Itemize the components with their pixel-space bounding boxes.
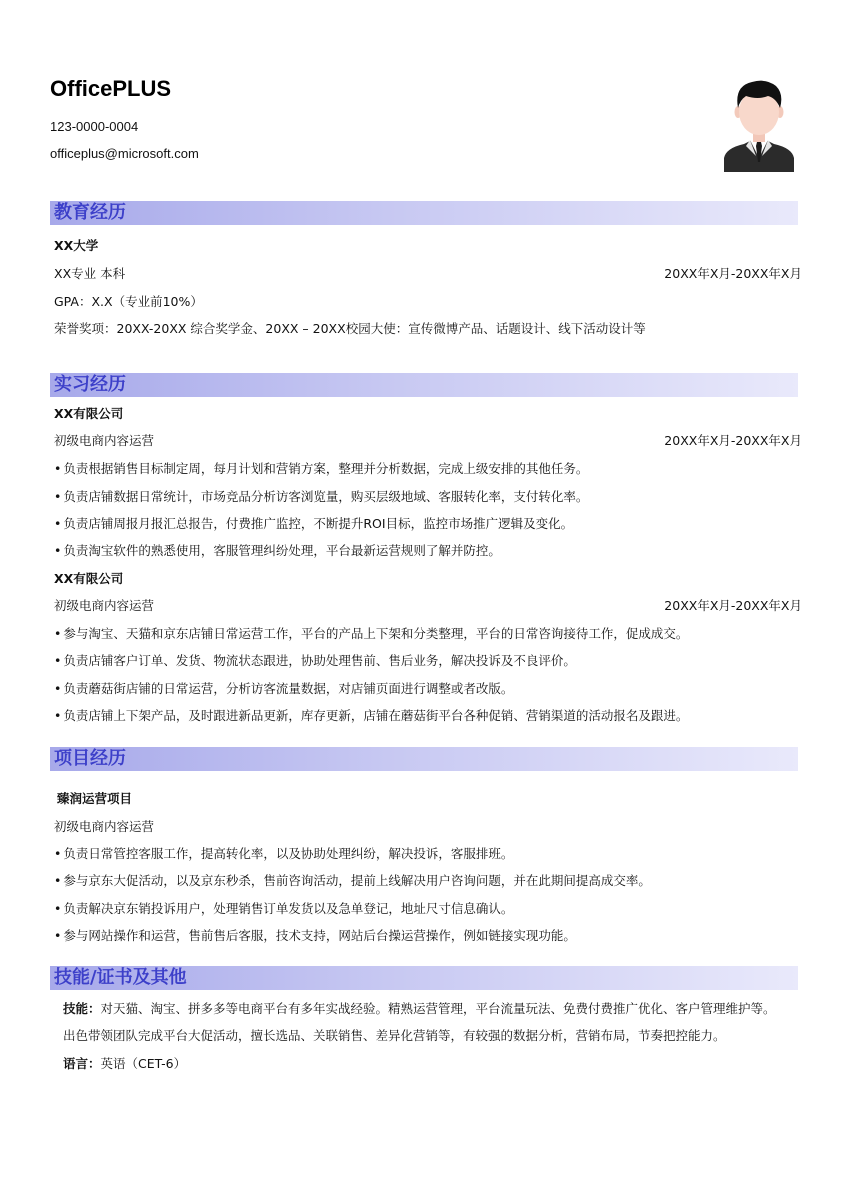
education-honors: 荣誉奖项：20XX-20XX 综合奖学金、20XX – 20XX校园大使：宣传微博产品、话题设计、线下活动设计等 xyxy=(54,321,646,336)
education-date: 20XX年X月-20XX年X月 xyxy=(664,266,802,281)
job-bullet: • 负责店铺客户订单、发货、物流状态跟进，协助处理售前、售后业务，解决投诉及不良评价。 xyxy=(54,653,576,669)
email-address: officeplus@microsoft.com xyxy=(50,146,199,161)
section-internship-header xyxy=(50,373,798,397)
job-date: 20XX年X月-20XX年X月 xyxy=(664,433,802,448)
job-bullet: • 负责店铺上下架产品，及时跟进新品更新，库存更新，店铺在蘑菇街平台各种促销、营销渠道的活动报名及跟进。 xyxy=(54,708,688,724)
job-role: 初级电商内容运营 xyxy=(54,598,155,613)
project-bullet: • 参与网站操作和运营，售前售后客服，技术支持，网站后台操运营操作，例如链接实现功能。 xyxy=(54,928,576,944)
job-bullet: • 负责根据销售目标制定周，每月计划和营销方案，整理并分析数据，完成上级安排的其他任务。 xyxy=(54,461,588,477)
job-company: XX有限公司 xyxy=(54,406,124,421)
job-company: XX有限公司 xyxy=(54,571,124,586)
avatar xyxy=(722,78,796,172)
job-bullet: • 负责蘑菇街店铺的日常运营，分析访客流量数据，对店铺页面进行调整或者改版。 xyxy=(54,681,513,697)
section-skills-title: 技能/证书及其他 xyxy=(54,967,187,988)
job-bullet: • 负责店铺周报月报汇总报告，付费推广监控，不断提升ROI目标，监控市场推广逻辑及变化。 xyxy=(54,516,573,532)
project-name: 臻润运营项目 xyxy=(57,791,133,806)
section-education-header xyxy=(50,201,798,225)
job-bullet: • 负责淘宝软件的熟悉使用，客服管理纠纷处理，平台最新运营规则了解并防控。 xyxy=(54,543,501,559)
resume-name: OfficePLUS xyxy=(50,76,172,101)
education-gpa: GPA：X.X（专业前10%） xyxy=(54,294,203,309)
project-bullet: • 参与京东大促活动，以及京东秒杀，售前咨询活动，提前上线解决用户咨询问题，并在此期间提高成交率。 xyxy=(54,873,651,889)
job-date: 20XX年X月-20XX年X月 xyxy=(664,598,802,613)
section-skills-header xyxy=(50,966,798,990)
phone-number: 123-0000-0004 xyxy=(50,119,139,134)
skills-text-continued: 出色带领团队完成平台大促活动，擅长选品、关联销售、差异化营销等，有较强的数据分析，营销布局，节奏把控能力。 xyxy=(63,1028,726,1043)
job-bullet: • 负责店铺数据日常统计，市场竞品分析访客浏览量，购买层级地域、客服转化率，支付转化率。 xyxy=(54,489,588,505)
section-projects-title: 项目经历 xyxy=(54,748,126,769)
language-label: 语言： xyxy=(63,1056,101,1071)
school-name: XX大学 xyxy=(54,238,99,253)
job-bullet: • 参与淘宝、天猫和京东店铺日常运营工作，平台的产品上下架和分类整理，平台的日常咨询接待工作，促成成交。 xyxy=(54,626,688,642)
section-education-title: 教育经历 xyxy=(54,202,126,223)
project-bullet: • 负责解决京东销投诉用户，处理销售订单发货以及急单登记，地址尺寸信息确认。 xyxy=(54,901,513,917)
skills-line xyxy=(63,1001,776,1017)
skills-label: 技能： xyxy=(63,1001,101,1016)
project-bullet: • 负责日常管控客服工作，提高转化率，以及协助处理纠纷，解决投诉，客服排班。 xyxy=(54,846,513,862)
project-role: 初级电商内容运营 xyxy=(54,819,155,834)
education-major: XX专业 本科 xyxy=(54,266,126,281)
section-projects-header xyxy=(50,747,798,771)
section-internship-title: 实习经历 xyxy=(54,374,126,395)
language-line xyxy=(63,1056,186,1072)
language-text: 英语（CET-6） xyxy=(100,1056,187,1071)
skills-text: 对天猫、淘宝、拼多多等电商平台有多年实战经验。精熟运营管理，平台流量玩法、免费付费推广优化、客户管理维护等。 xyxy=(100,1001,776,1016)
job-role: 初级电商内容运营 xyxy=(54,433,155,448)
